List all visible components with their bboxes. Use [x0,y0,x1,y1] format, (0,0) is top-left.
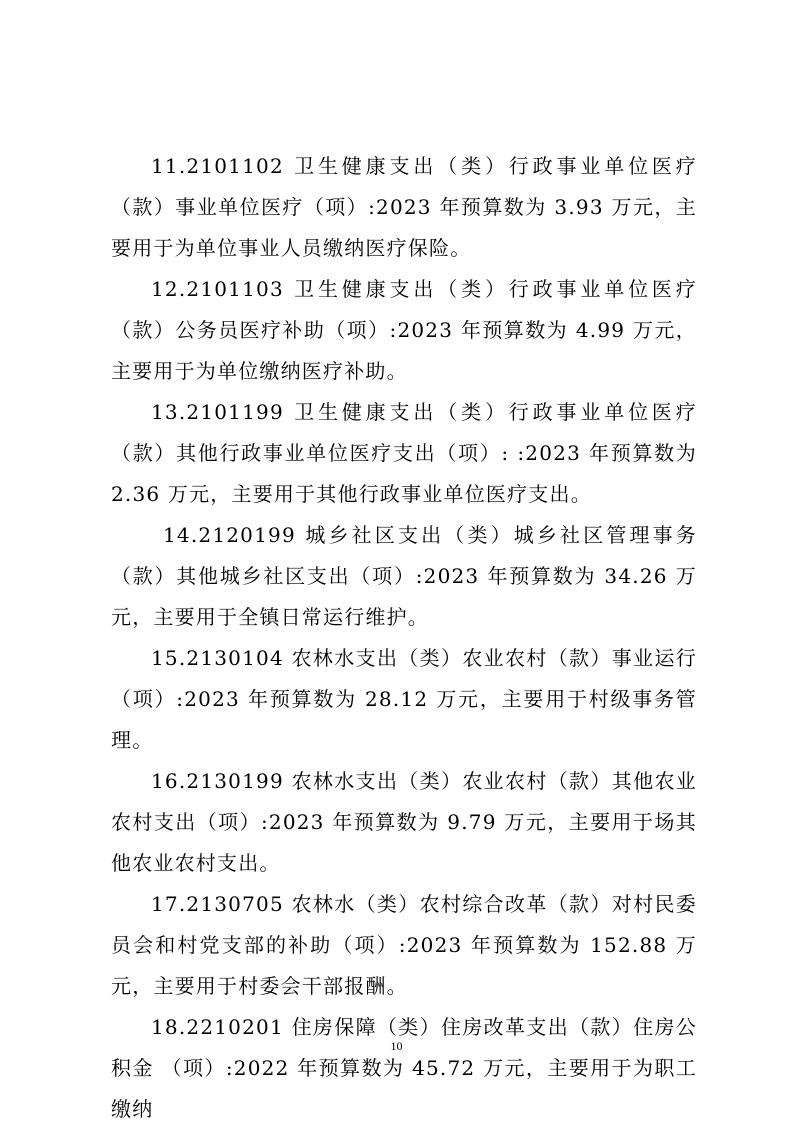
paragraph-item-11: 11.2101102 卫生健康支出（类）行政事业单位医疗（款）事业单位医疗（项）:2023 年预算数为 3.93 万元，主要用于为单位事业人员缴纳医疗保险。 [111,154,697,260]
paragraph-item-17: 17.2130705 农林水（类）农村综合改革（款）对村民委员会和村党支部的补助（项）:2023 年预算数为 152.88 万元，主要用于村委会干部报酬。 [111,892,697,998]
paragraph-item-12: 12.2101103 卫生健康支出（类）行政事业单位医疗（款）公务员医疗补助（项）:2023 年预算数为 4.99 万元，主要用于为单位缴纳医疗补助。 [111,277,697,383]
paragraph-item-16: 16.2130199 农林水支出（类）农业农村（款）其他农业农村支出（项）:2023 年预算数为 9.79 万元，主要用于场其他农业农村支出。 [111,769,697,875]
paragraph-item-14: 14.2120199 城乡社区支出（类）城乡社区管理事务（款）其他城乡社区支出（项）:2023 年预算数为 34.26 万元，主要用于全镇日常运行维护。 [111,523,697,629]
paragraph-item-18: 18.2210201 住房保障（类）住房改革支出（款）住房公积金 （项）:2022 年预算数为 45.72 万元，主要用于为职工缴纳 [111,1015,697,1121]
paragraph-item-15: 15.2130104 农林水支出（类）农业农村（款）事业运行（项）:2023 年预算数为 28.12 万元，主要用于村级事务管理。 [111,646,697,752]
page-number: 10 [390,1039,403,1053]
body-text [111,146,697,1130]
paragraph-item-13: 13.2101199 卫生健康支出（类）行政事业单位医疗（款）其他行政事业单位医疗支出（项）: :2023 年预算数为 2.36 万元，主要用于其他行政事业单位医疗支出。 [111,400,697,506]
